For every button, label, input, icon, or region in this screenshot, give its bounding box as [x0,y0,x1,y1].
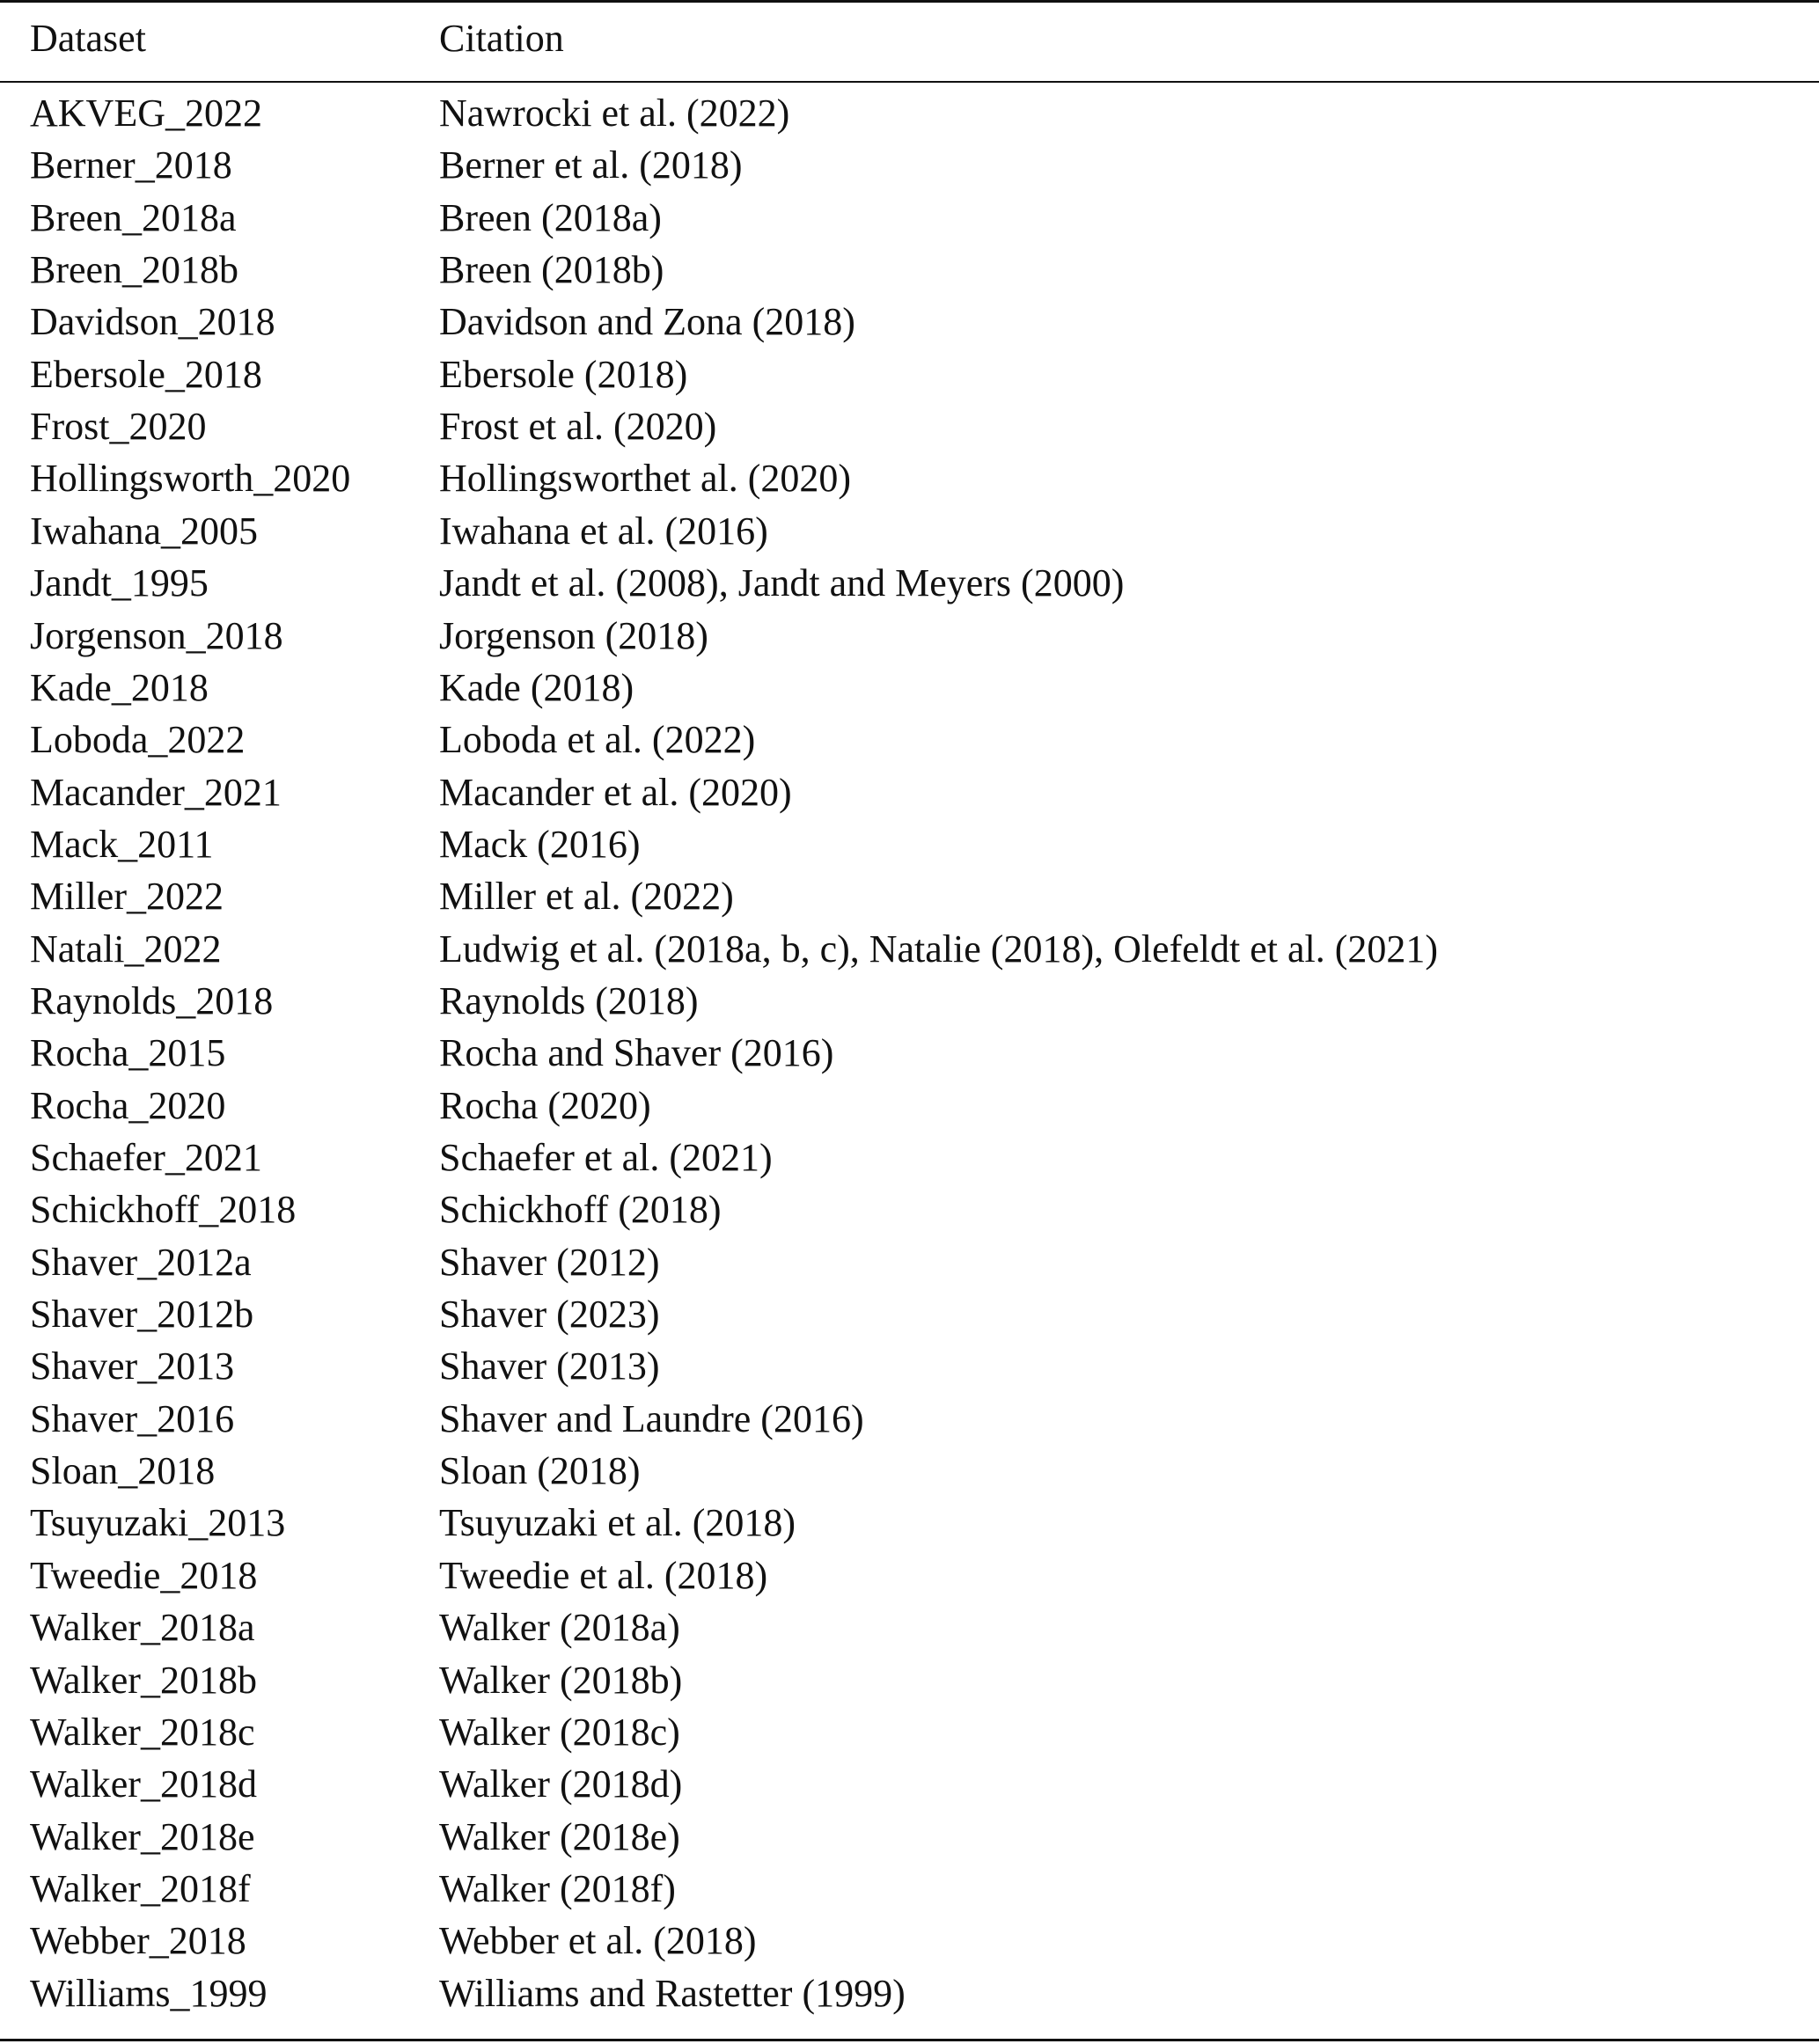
table-row [0,195,1819,251]
dataset-cell: AKVEG_2022 [30,92,262,135]
citation-cell: Berner et al. (2018) [439,143,743,187]
table-row [0,665,1819,721]
table-row [0,1344,1819,1399]
dataset-cell: Kade_2018 [30,665,209,709]
citation-cell: Hollingsworthet al. (2020) [439,457,852,501]
citation-cell: Schickhoff (2018) [439,1188,722,1232]
dataset-cell: Walker_2018f [30,1866,251,1910]
table-row [0,1449,1819,1504]
citation-cell: Ebersole (2018) [439,352,688,396]
dataset-cell: Walker_2018c [30,1710,255,1754]
dataset-cell: Webber_2018 [30,1919,246,1963]
dataset-cell: Rocha_2020 [30,1083,226,1127]
citation-cell: Frost et al. (2020) [439,405,717,449]
table-row [0,1553,1819,1608]
table-row [0,1919,1819,1974]
dataset-cell: Ebersole_2018 [30,352,262,396]
citation-cell: Tsuyuzaki et al. (2018) [439,1501,796,1545]
citation-cell: Schaefer et al. (2021) [439,1136,773,1179]
citation-cell: Loboda et al. (2022) [439,718,756,762]
dataset-cell: Williams_1999 [30,1971,268,2015]
dataset-cell: Walker_2018a [30,1606,255,1650]
table-row [0,1658,1819,1713]
citation-cell: Iwahana et al. (2016) [439,509,768,553]
citation-cell: Shaver (2013) [439,1344,660,1388]
table-row [0,1240,1819,1295]
table-row [0,770,1819,825]
dataset-cell: Jorgenson_2018 [30,613,283,657]
dataset-cell: Rocha_2015 [30,1031,226,1075]
table-row [0,877,1819,929]
dataset-cell: Shaver_2016 [30,1396,235,1440]
citation-cell: Walker (2018a) [439,1606,680,1650]
dataset-cell: Raynolds_2018 [30,978,274,1022]
dataset-cell: Breen_2018a [30,195,237,239]
citation-cell: Breen (2018b) [439,248,664,292]
dataset-cell: Breen_2018b [30,248,239,292]
table-row [0,561,1819,616]
table-row [0,927,1819,982]
citation-cell: Walker (2018f) [439,1866,676,1910]
citation-cell: Walker (2018c) [439,1710,680,1754]
table-row [0,143,1819,198]
bottom-rule [0,2039,1819,2041]
dataset-cell: Hollingsworth_2020 [30,457,351,501]
citation-cell: Nawrocki et al. (2022) [439,92,790,135]
table-row [0,1295,1819,1347]
table-row [0,822,1819,877]
citation-cell: Williams and Rastetter (1999) [439,1971,906,2015]
table-row [0,1866,1819,1922]
citation-cell: Sloan (2018) [439,1449,641,1493]
dataset-cell: Iwahana_2005 [30,509,259,553]
citation-cell: Ludwig et al. (2018a, b, c), Natalie (2018), Olefeldt et al. (2021) [439,927,1439,971]
dataset-cell: Walker_2018d [30,1762,257,1806]
dataset-cell: Miller_2022 [30,875,224,919]
citation-cell: Webber et al. (2018) [439,1919,757,1963]
table-row [0,1501,1819,1556]
citation-cell: Shaver (2012) [439,1240,660,1284]
dataset-cell: Tweedie_2018 [30,1553,258,1597]
dataset-cell: Shaver_2012a [30,1240,252,1284]
table-row [0,94,1819,146]
header-dataset: Dataset [30,17,146,60]
citation-cell: Miller et al. (2022) [439,875,734,919]
dataset-cell: Walker_2018b [30,1658,257,1702]
dataset-cell: Schickhoff_2018 [30,1188,297,1232]
dataset-cell: Tsuyuzaki_2013 [30,1501,286,1545]
citation-cell: Rocha (2020) [439,1083,651,1127]
table-row [0,407,1819,459]
citation-cell: Shaver (2023) [439,1293,660,1337]
citation-cell: Macander et al. (2020) [439,770,792,814]
table-row [0,459,1819,511]
citation-cell: Breen (2018a) [439,195,662,239]
header-rule [0,81,1819,83]
dataset-cell: Natali_2022 [30,927,222,971]
table-row [0,1136,1819,1191]
top-rule [0,0,1819,3]
table-row [0,1710,1819,1765]
dataset-cell: Loboda_2022 [30,718,246,762]
table-row [0,1762,1819,1817]
table-row [0,1608,1819,1660]
table-row [0,1814,1819,1870]
table-row [0,1396,1819,1452]
citation-cell: Jorgenson (2018) [439,613,708,657]
table-row [0,718,1819,773]
table-row [0,509,1819,564]
citation-cell: Davidson and Zona (2018) [439,300,855,344]
dataset-cell: Davidson_2018 [30,300,275,344]
citation-cell: Kade (2018) [439,665,634,709]
header-citation: Citation [439,17,564,60]
dataset-cell: Frost_2020 [30,405,207,449]
citation-cell: Walker (2018d) [439,1762,683,1806]
dataset-cell: Berner_2018 [30,143,232,187]
table-row [0,1971,1819,2026]
table-row [0,248,1819,303]
dataset-cell: Jandt_1995 [30,561,209,605]
table-row [0,613,1819,669]
citation-cell: Tweedie et al. (2018) [439,1553,768,1597]
table-row [0,300,1819,355]
table-row [0,352,1819,407]
dataset-cell: Walker_2018e [30,1814,255,1858]
dataset-cell: Shaver_2012b [30,1293,254,1337]
table-row [0,978,1819,1034]
dataset-cell: Macander_2021 [30,770,282,814]
citation-cell: Jandt et al. (2008), Jandt and Meyers (2000) [439,561,1125,605]
table-row [0,1031,1819,1086]
citation-cell: Raynolds (2018) [439,978,699,1022]
citation-cell: Walker (2018e) [439,1814,680,1858]
table-row [0,1188,1819,1242]
dataset-cell: Shaver_2013 [30,1344,235,1388]
citation-cell: Shaver and Laundre (2016) [439,1396,864,1440]
citation-cell: Rocha and Shaver (2016) [439,1031,834,1075]
citation-cell: Walker (2018b) [439,1658,683,1702]
citation-cell: Mack (2016) [439,822,641,866]
table-row [0,1083,1819,1139]
dataset-cell: Schaefer_2021 [30,1136,262,1179]
dataset-cell: Mack_2011 [30,822,214,866]
dataset-cell: Sloan_2018 [30,1449,216,1493]
